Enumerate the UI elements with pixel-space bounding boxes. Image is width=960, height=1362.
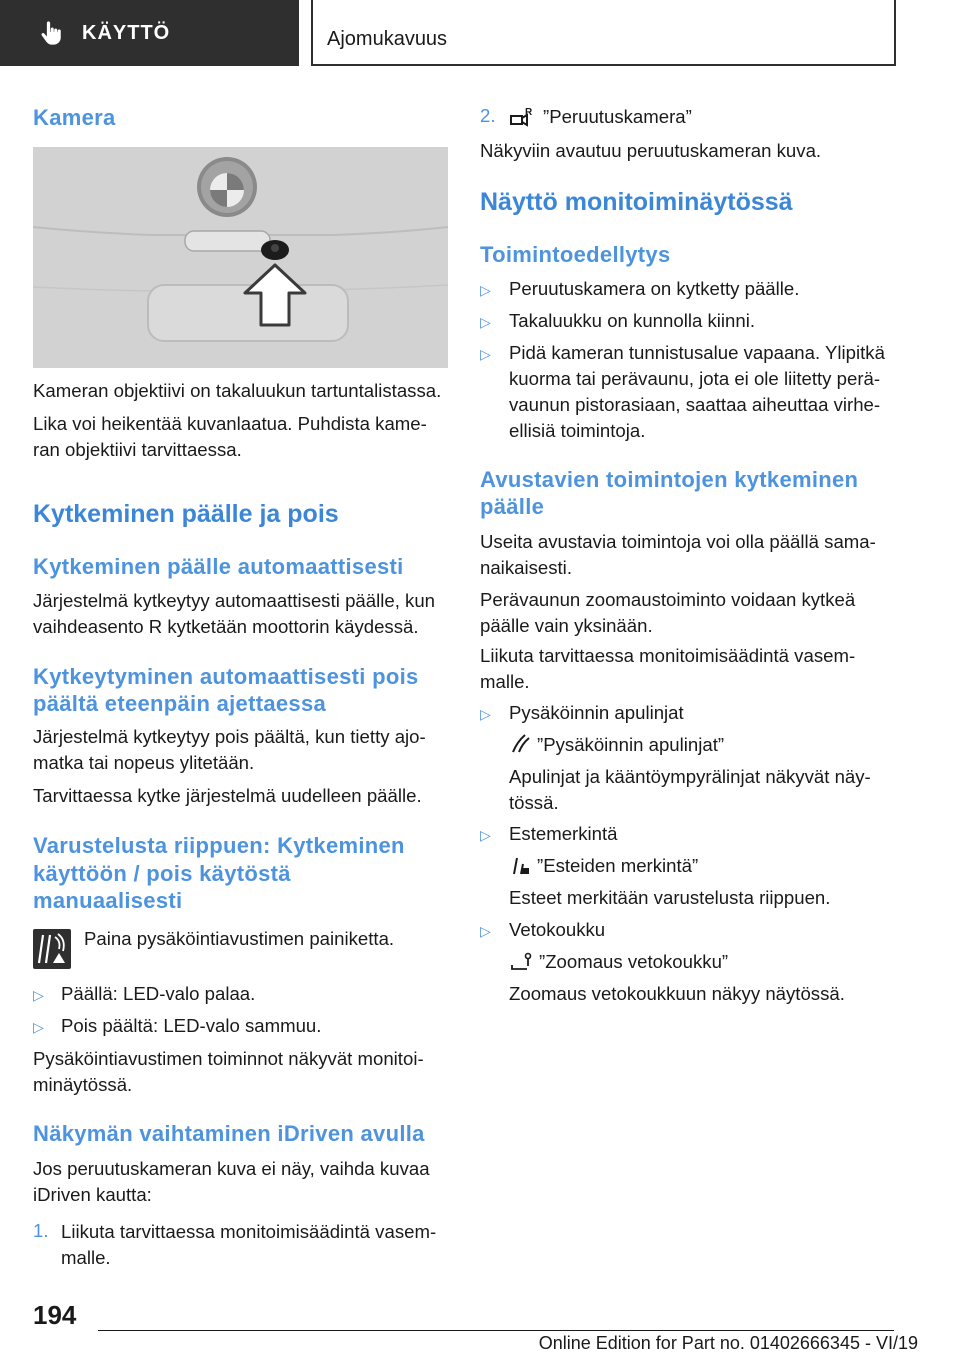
bullet-triangle-icon: ▷ xyxy=(33,1019,44,1035)
step1-text-line1: Liikuta tarvittaessa monitoimisäädintä vasem‐ xyxy=(61,1221,437,1242)
section-tab xyxy=(0,0,299,66)
onoff-heading: Kytkeminen päälle ja pois xyxy=(33,500,339,528)
step2-text: Näkyviin avautuu peruutuskameran kuva. xyxy=(480,140,822,161)
lines-bullet: Pysäköinnin apulinjat xyxy=(509,702,684,723)
requirements-heading: Toimintoedellytys xyxy=(480,242,671,267)
lines-text-line2: tössä. xyxy=(509,792,559,813)
obstacle-text: Esteet merkitään varustelusta riippuen. xyxy=(509,887,831,908)
auto-off-text-line2: matka tai nopeus ylitetään. xyxy=(33,752,255,773)
auto-off-heading-line1: Kytkeytyminen automaattisesti pois xyxy=(33,664,419,689)
park-assist-button-icon xyxy=(33,929,71,969)
manual-text2-line1: Pysäköintiavustimen toiminnot näkyvät monitoi‐ xyxy=(33,1048,424,1069)
chapter-title: Ajomukavuus xyxy=(327,28,448,50)
lines-label: ”Pysäköinnin apulinjat” xyxy=(537,734,725,755)
section-title: KÄYTTÖ xyxy=(82,21,171,44)
req-bullet-3-line3: vaunun pistorasiaan, saattaa aiheuttaa virhe‐ xyxy=(509,394,881,415)
bullet-triangle-icon: ▷ xyxy=(480,346,491,362)
bullet-triangle-icon: ▷ xyxy=(480,923,491,939)
multi-display-heading: Näyttö monitoiminäytössä xyxy=(480,188,793,216)
hitch-text: Zoomaus vetokoukkuun näkyy näytössä. xyxy=(509,983,845,1004)
manual-heading-line3: manuaalisesti xyxy=(33,888,183,913)
req-bullet-3-line2: kuorma tai perävaunu, jota ei ole liitetty perä‐ xyxy=(509,368,881,389)
idrive-text-line2: iDriven kautta: xyxy=(33,1184,152,1205)
hand-pointer-icon xyxy=(38,19,66,47)
manual-heading-line2: käyttöön / pois käytöstä xyxy=(33,861,291,886)
camera-caption: Kameran objektiivi on takaluukun tartuntalistassa. xyxy=(33,380,442,401)
manual-heading-line1: Varustelusta riippuen: Kytkeminen xyxy=(33,833,405,858)
step1-number: 1. xyxy=(33,1220,49,1241)
auto-off-text-line3: Tarvittaessa kytke järjestelmä uudelleen päälle. xyxy=(33,785,422,806)
parking-lines-icon xyxy=(509,732,531,754)
svg-text:R: R xyxy=(525,107,533,118)
manual-bullet-on: Päällä: LED-valo palaa. xyxy=(61,983,256,1004)
trailer-hitch-icon xyxy=(509,950,533,972)
bullet-triangle-icon: ▷ xyxy=(480,282,491,298)
req-bullet-2: Takaluukku on kunnolla kiinni. xyxy=(509,310,756,331)
tailgate-illustration xyxy=(33,147,448,368)
obstacle-bullet: Estemerkintä xyxy=(509,823,618,844)
hitch-label: ”Zoomaus vetokoukku” xyxy=(539,951,729,972)
hitch-bullet: Vetokoukku xyxy=(509,919,606,940)
rear-camera-icon xyxy=(509,106,535,130)
bullet-triangle-icon: ▷ xyxy=(33,987,44,1003)
camera-text-line1: Lika voi heikentää kuvanlaatua. Puhdista kame‐ xyxy=(33,413,427,434)
assist-heading-line2: päälle xyxy=(480,494,545,519)
req-bullet-3-line4: ellisiä toimintoja. xyxy=(509,420,646,441)
req-bullet-3-line1: Pidä kameran tunnistusalue vapaana. Ylipitkä xyxy=(509,342,885,363)
page-number: 194 xyxy=(33,1300,77,1330)
auto-on-text-line1: Järjestelmä kytkeytyy automaattisesti päälle, kun xyxy=(33,590,436,611)
auto-off-heading-line2: päältä eteenpäin ajettaessa xyxy=(33,691,327,716)
step2-label: ”Peruutuskamera” xyxy=(543,106,692,127)
step2-number: 2. xyxy=(480,105,496,126)
step1-text-line2: malle. xyxy=(61,1247,111,1268)
obstacle-label: ”Esteiden merkintä” xyxy=(537,855,699,876)
lines-text-line1: Apulinjat ja kääntöympyrälinjat näkyvät näy‐ xyxy=(509,766,871,787)
assist-text-line3: Perävaunun zoomaustoiminto voidaan kytkeä xyxy=(480,589,856,610)
obstacle-marking-icon xyxy=(509,854,531,876)
idrive-text-line1: Jos peruutuskameran kuva ei näy, vaihda kuvaa xyxy=(33,1158,430,1179)
assist-text-line5: Liikuta tarvittaessa monitoimisäädintä vasem‐ xyxy=(480,645,856,666)
bullet-triangle-icon: ▷ xyxy=(480,706,491,722)
manual-bullet-off: Pois päältä: LED-valo sammuu. xyxy=(61,1015,322,1036)
bullet-triangle-icon: ▷ xyxy=(480,314,491,330)
assist-text-line2: naikaisesti. xyxy=(480,557,572,578)
assist-heading-line1: Avustavien toimintojen kytkeminen xyxy=(480,467,859,492)
footer-divider xyxy=(98,1330,894,1331)
assist-text-line1: Useita avustavia toimintoja voi olla päällä sama‐ xyxy=(480,531,876,552)
auto-on-heading: Kytkeminen päälle automaattisesti xyxy=(33,554,404,579)
req-bullet-1: Peruutuskamera on kytketty päälle. xyxy=(509,278,800,299)
idrive-heading: Näkymän vaihtaminen iDriven avulla xyxy=(33,1121,425,1146)
manual-instruction: Paina pysäköintiavustimen painiketta. xyxy=(84,928,395,949)
assist-text-line4: päälle vain yksinään. xyxy=(480,615,653,636)
camera-heading: Kamera xyxy=(33,105,116,130)
camera-text-line2: ran objektiivi tarvittaessa. xyxy=(33,439,242,460)
bullet-triangle-icon: ▷ xyxy=(480,827,491,843)
camera-location-image xyxy=(33,147,448,368)
assist-text-line6: malle. xyxy=(480,671,530,692)
edition-note: Online Edition for Part no. 01402666345 - VI/19 xyxy=(538,1333,918,1353)
manual-text2-line2: minäytössä. xyxy=(33,1074,133,1095)
chapter-tab xyxy=(311,0,896,66)
auto-off-text-line1: Järjestelmä kytkeytyy pois päältä, kun tietty ajo‐ xyxy=(33,726,426,747)
auto-on-text-line2: vaihdeasento R kytketään moottorin käydessä. xyxy=(33,616,419,637)
